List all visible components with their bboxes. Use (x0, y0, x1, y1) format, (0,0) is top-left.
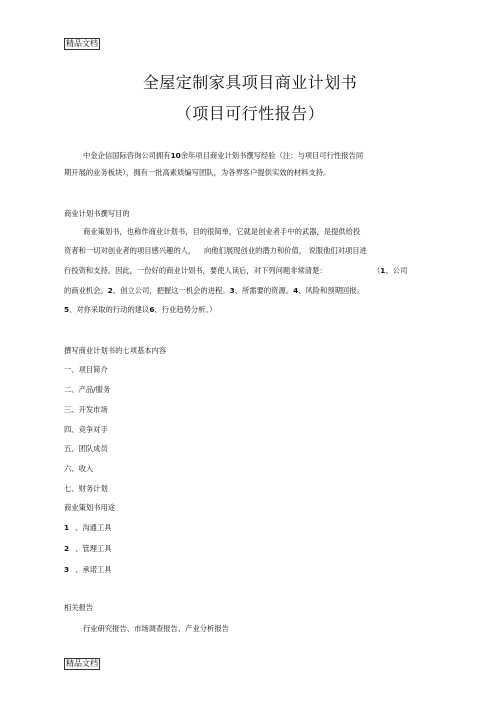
intro-text: 余年项目商业计划书撰写经验（注：与项目可行性报告同 (180, 151, 364, 160)
purpose-line-5 (64, 305, 216, 315)
header-tag: 精品文档 (66, 39, 98, 48)
usage-heading: 商业策划书用途 (64, 503, 116, 512)
intro-number: 10 (170, 151, 181, 160)
related-heading: 相关报告 (64, 603, 94, 612)
intro-line-2: 期开展的业务板块），拥有一批高素质编写团队，为各界客户提供实效的材料支持。 (64, 168, 331, 177)
paren: （ (373, 266, 381, 275)
list-number: 3 (64, 565, 70, 574)
purpose-text: 的商业机会。 (64, 286, 108, 295)
page-title: 全屋定制家具项目商业计划书 (142, 73, 358, 92)
seven-item: 三、开发市场 (64, 405, 108, 414)
seven-heading: 撰写商业计划书的七项基本内容 (64, 346, 167, 355)
purpose-text: 、所需要的资源。 (234, 286, 294, 295)
purpose-line-2b: 向他们展现创业的潜力和价值， 说服他们对项目进 (204, 246, 367, 255)
related-text: 行业研究报告、市场调查报告、产业分析报告 (83, 624, 229, 633)
seven-item: 一、项目简介 (64, 365, 108, 374)
usage-text: 、管理工具 (75, 544, 112, 553)
purpose-text: 、行业趋势分析。） (154, 305, 217, 314)
purpose-text: 、对你采取的行动的建议 (69, 305, 150, 314)
seven-item: 五、团队成员 (64, 444, 108, 453)
list-number: 5 (64, 305, 70, 314)
purpose-line-2a: 资者和一切对创业者的项目感兴趣的人， (64, 246, 196, 255)
purpose-text: 、创立公司，把握这一机会的进程。 (112, 286, 230, 295)
list-number: 1 (380, 266, 386, 275)
purpose-line-1: 商业策划书，也称作商业计划书，目的很简单，它就是创业者手中的武器，是提供给投 (83, 227, 361, 236)
usage-item (64, 544, 112, 554)
seven-item: 四、竞争对手 (64, 425, 108, 434)
page-subtitle: （项目可行性报告） (175, 104, 325, 123)
usage-item (64, 565, 112, 575)
seven-item: 七、财务计划 (64, 484, 108, 493)
seven-item: 二、产品/服务 (64, 385, 111, 394)
usage-text: 、承诺工具 (75, 565, 112, 574)
purpose-text: 、风险和预期回报。 (298, 286, 364, 295)
seven-item: 六、收入 (64, 464, 94, 473)
intro-line-1 (83, 151, 363, 161)
list-number: 6 (149, 305, 155, 314)
purpose-heading: 商业计划书撰写目的 (64, 209, 130, 218)
usage-item (64, 523, 112, 533)
purpose-line-3a: 行投资和支持。因此，一份好的商业计划书，要使人读后，对下列问题非常清楚： (64, 266, 327, 275)
intro-text: 中金企信国际咨询公司拥有 (83, 151, 171, 160)
list-number: 3 (229, 286, 235, 295)
usage-text: 、沟通工具 (75, 523, 112, 532)
purpose-text: 、公司 (385, 266, 408, 275)
footer-tag: 精品文档 (66, 659, 98, 668)
purpose-line-4 (64, 286, 364, 296)
list-number: 2 (107, 286, 113, 295)
purpose-line-3b (373, 266, 407, 276)
list-number: 2 (64, 544, 70, 553)
list-number: 1 (64, 523, 70, 532)
list-number: 4 (293, 286, 299, 295)
